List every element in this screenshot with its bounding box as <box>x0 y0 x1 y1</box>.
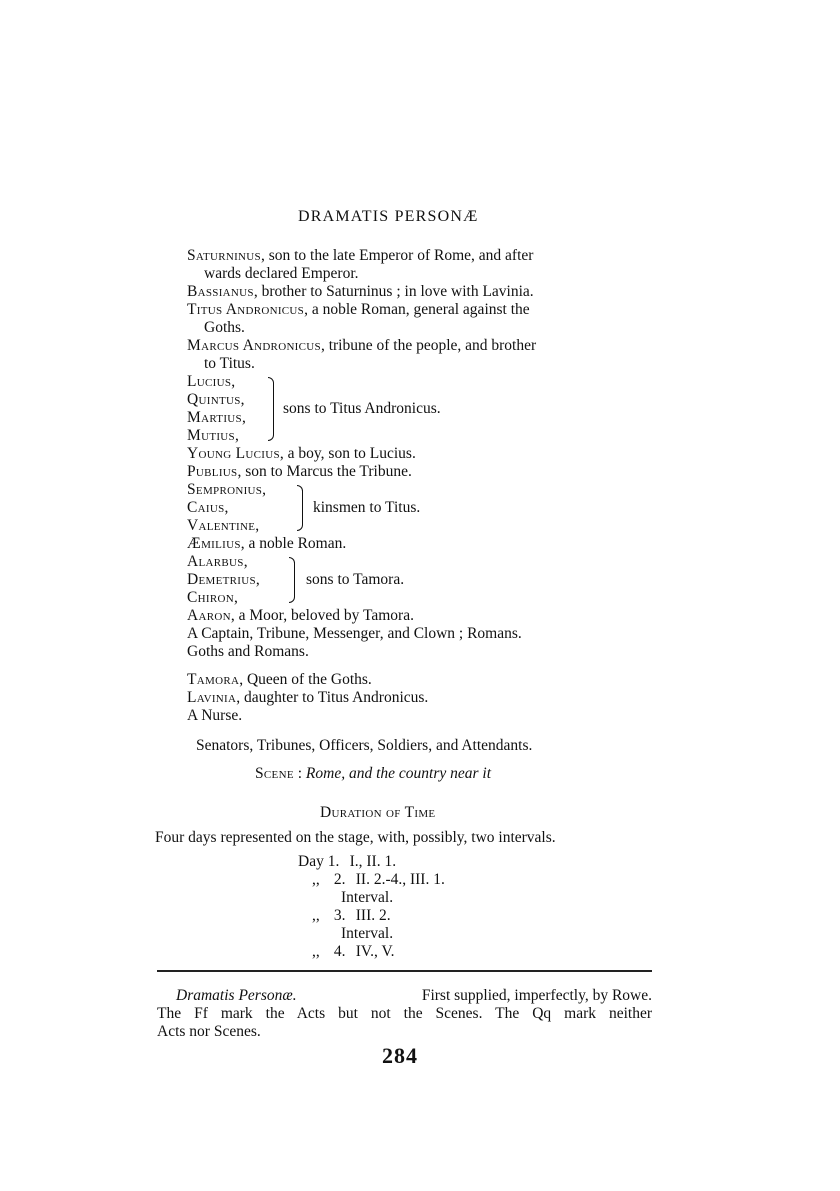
day-acts: I., II. 1. <box>349 853 397 870</box>
character-demetrius: Demetrius, <box>187 571 261 588</box>
footnote-line: The Ff mark the Acts but not the Scenes. The Qq mark neither <box>157 1005 652 1022</box>
day-marker: ,, <box>312 871 320 888</box>
character-desc: , son to the late Emperor of Rome, and after <box>260 247 534 264</box>
scene-label: Scene <box>255 765 294 782</box>
character-desc: , a Moor, beloved by Tamora. <box>230 607 414 624</box>
goths-romans: Goths and Romans. <box>187 643 309 660</box>
character-alarbus: Alarbus, <box>187 553 248 570</box>
day-row <box>312 943 395 961</box>
character-desc: , Queen of the Goths. <box>239 671 372 688</box>
character-desc-continued: to Titus. <box>204 355 255 372</box>
group-desc: sons to Titus Andronicus. <box>283 400 441 417</box>
duration-heading: Duration of Time <box>320 804 436 821</box>
footnote-line <box>176 987 652 1005</box>
character-name: Tamora <box>187 671 240 688</box>
day-number: 3. <box>333 907 346 924</box>
character-sempronius: Sempronius, <box>187 481 267 498</box>
character-lavinia <box>187 689 428 707</box>
character-desc-continued: Goths. <box>204 319 245 336</box>
day-number: 2. <box>333 871 346 888</box>
character-chiron: Chiron, <box>187 589 239 606</box>
bracket <box>297 485 303 531</box>
group-desc: sons to Tamora. <box>306 571 405 588</box>
footnote-line: Acts nor Scenes. <box>157 1023 261 1040</box>
character-aaron <box>187 607 414 625</box>
character-name: Æmilius <box>187 535 241 552</box>
character-quintus: Quintus, <box>187 391 245 408</box>
character-titus <box>187 301 530 319</box>
character-valentine: Valentine, <box>187 517 260 534</box>
footnote-italic: Dramatis Personæ. <box>176 987 297 1004</box>
character-nurse: A Nurse. <box>187 707 243 724</box>
character-mutius: Mutius, <box>187 427 240 444</box>
character-desc: , son to Marcus the Tribune. <box>237 463 412 480</box>
character-name: Bassianus <box>187 283 254 300</box>
character-saturninus <box>187 247 533 265</box>
day-acts: III. 2. <box>355 907 391 924</box>
character-desc: , a boy, son to Lucius. <box>279 445 416 462</box>
minor-roles: A Captain, Tribune, Messenger, and Clown ; Romans. <box>187 625 522 642</box>
character-name: Saturninus <box>187 247 261 264</box>
character-desc: , daughter to Titus Andronicus. <box>236 689 429 706</box>
group-desc: kinsmen to Titus. <box>313 499 421 516</box>
character-name: Lavinia <box>187 689 237 706</box>
day-marker: Day <box>298 853 324 870</box>
scene-text: Rome, and the country near it <box>305 765 492 782</box>
interval: Interval. <box>341 925 394 942</box>
character-desc: , a noble Roman, general against the <box>304 301 530 318</box>
attendants-line: Senators, Tribunes, Officers, Soldiers, and Attendants. <box>196 737 533 754</box>
character-desc: , a noble Roman. <box>240 535 347 552</box>
footnote-text: First supplied, imperfectly, by Rowe. <box>421 987 652 1004</box>
day-row <box>312 871 445 889</box>
duration-intro: Four days represented on the stage, with, possibly, two intervals. <box>155 829 556 846</box>
page-title: DRAMATIS PERSONÆ <box>298 208 479 225</box>
scene-separator: : <box>293 765 306 782</box>
day-number: 1. <box>327 853 340 870</box>
character-lucius: Lucius, <box>187 373 236 390</box>
character-name: Marcus Andronicus <box>187 337 321 354</box>
character-bassianus <box>187 283 534 301</box>
character-marcus <box>187 337 536 355</box>
day-marker: ,, <box>312 943 320 960</box>
character-young-lucius <box>187 445 416 463</box>
bracket <box>268 377 274 441</box>
footnote-rule <box>157 970 652 972</box>
character-name: Titus Andronicus <box>187 301 305 318</box>
scene-line <box>255 765 491 783</box>
character-name: Aaron <box>187 607 231 624</box>
character-desc-continued: wards declared Emperor. <box>204 265 359 282</box>
character-desc: , tribune of the people, and brother <box>320 337 537 354</box>
interval: Interval. <box>341 889 394 906</box>
bracket <box>289 557 295 603</box>
character-aemilius <box>187 535 346 553</box>
day-acts: II. 2.-4., III. 1. <box>355 871 445 888</box>
day-row <box>298 853 396 871</box>
character-desc: , brother to Saturninus ; in love with Lavinia. <box>253 283 534 300</box>
day-acts: IV., V. <box>355 943 395 960</box>
day-marker: ,, <box>312 907 320 924</box>
day-number: 4. <box>333 943 346 960</box>
character-name: Publius <box>187 463 238 480</box>
character-tamora <box>187 671 372 689</box>
character-name: Young Lucius <box>187 445 280 462</box>
page-number: 284 <box>382 1043 418 1068</box>
character-martius: Martius, <box>187 409 247 426</box>
day-row <box>312 907 391 925</box>
character-publius <box>187 463 412 481</box>
character-caius: Caius, <box>187 499 229 516</box>
